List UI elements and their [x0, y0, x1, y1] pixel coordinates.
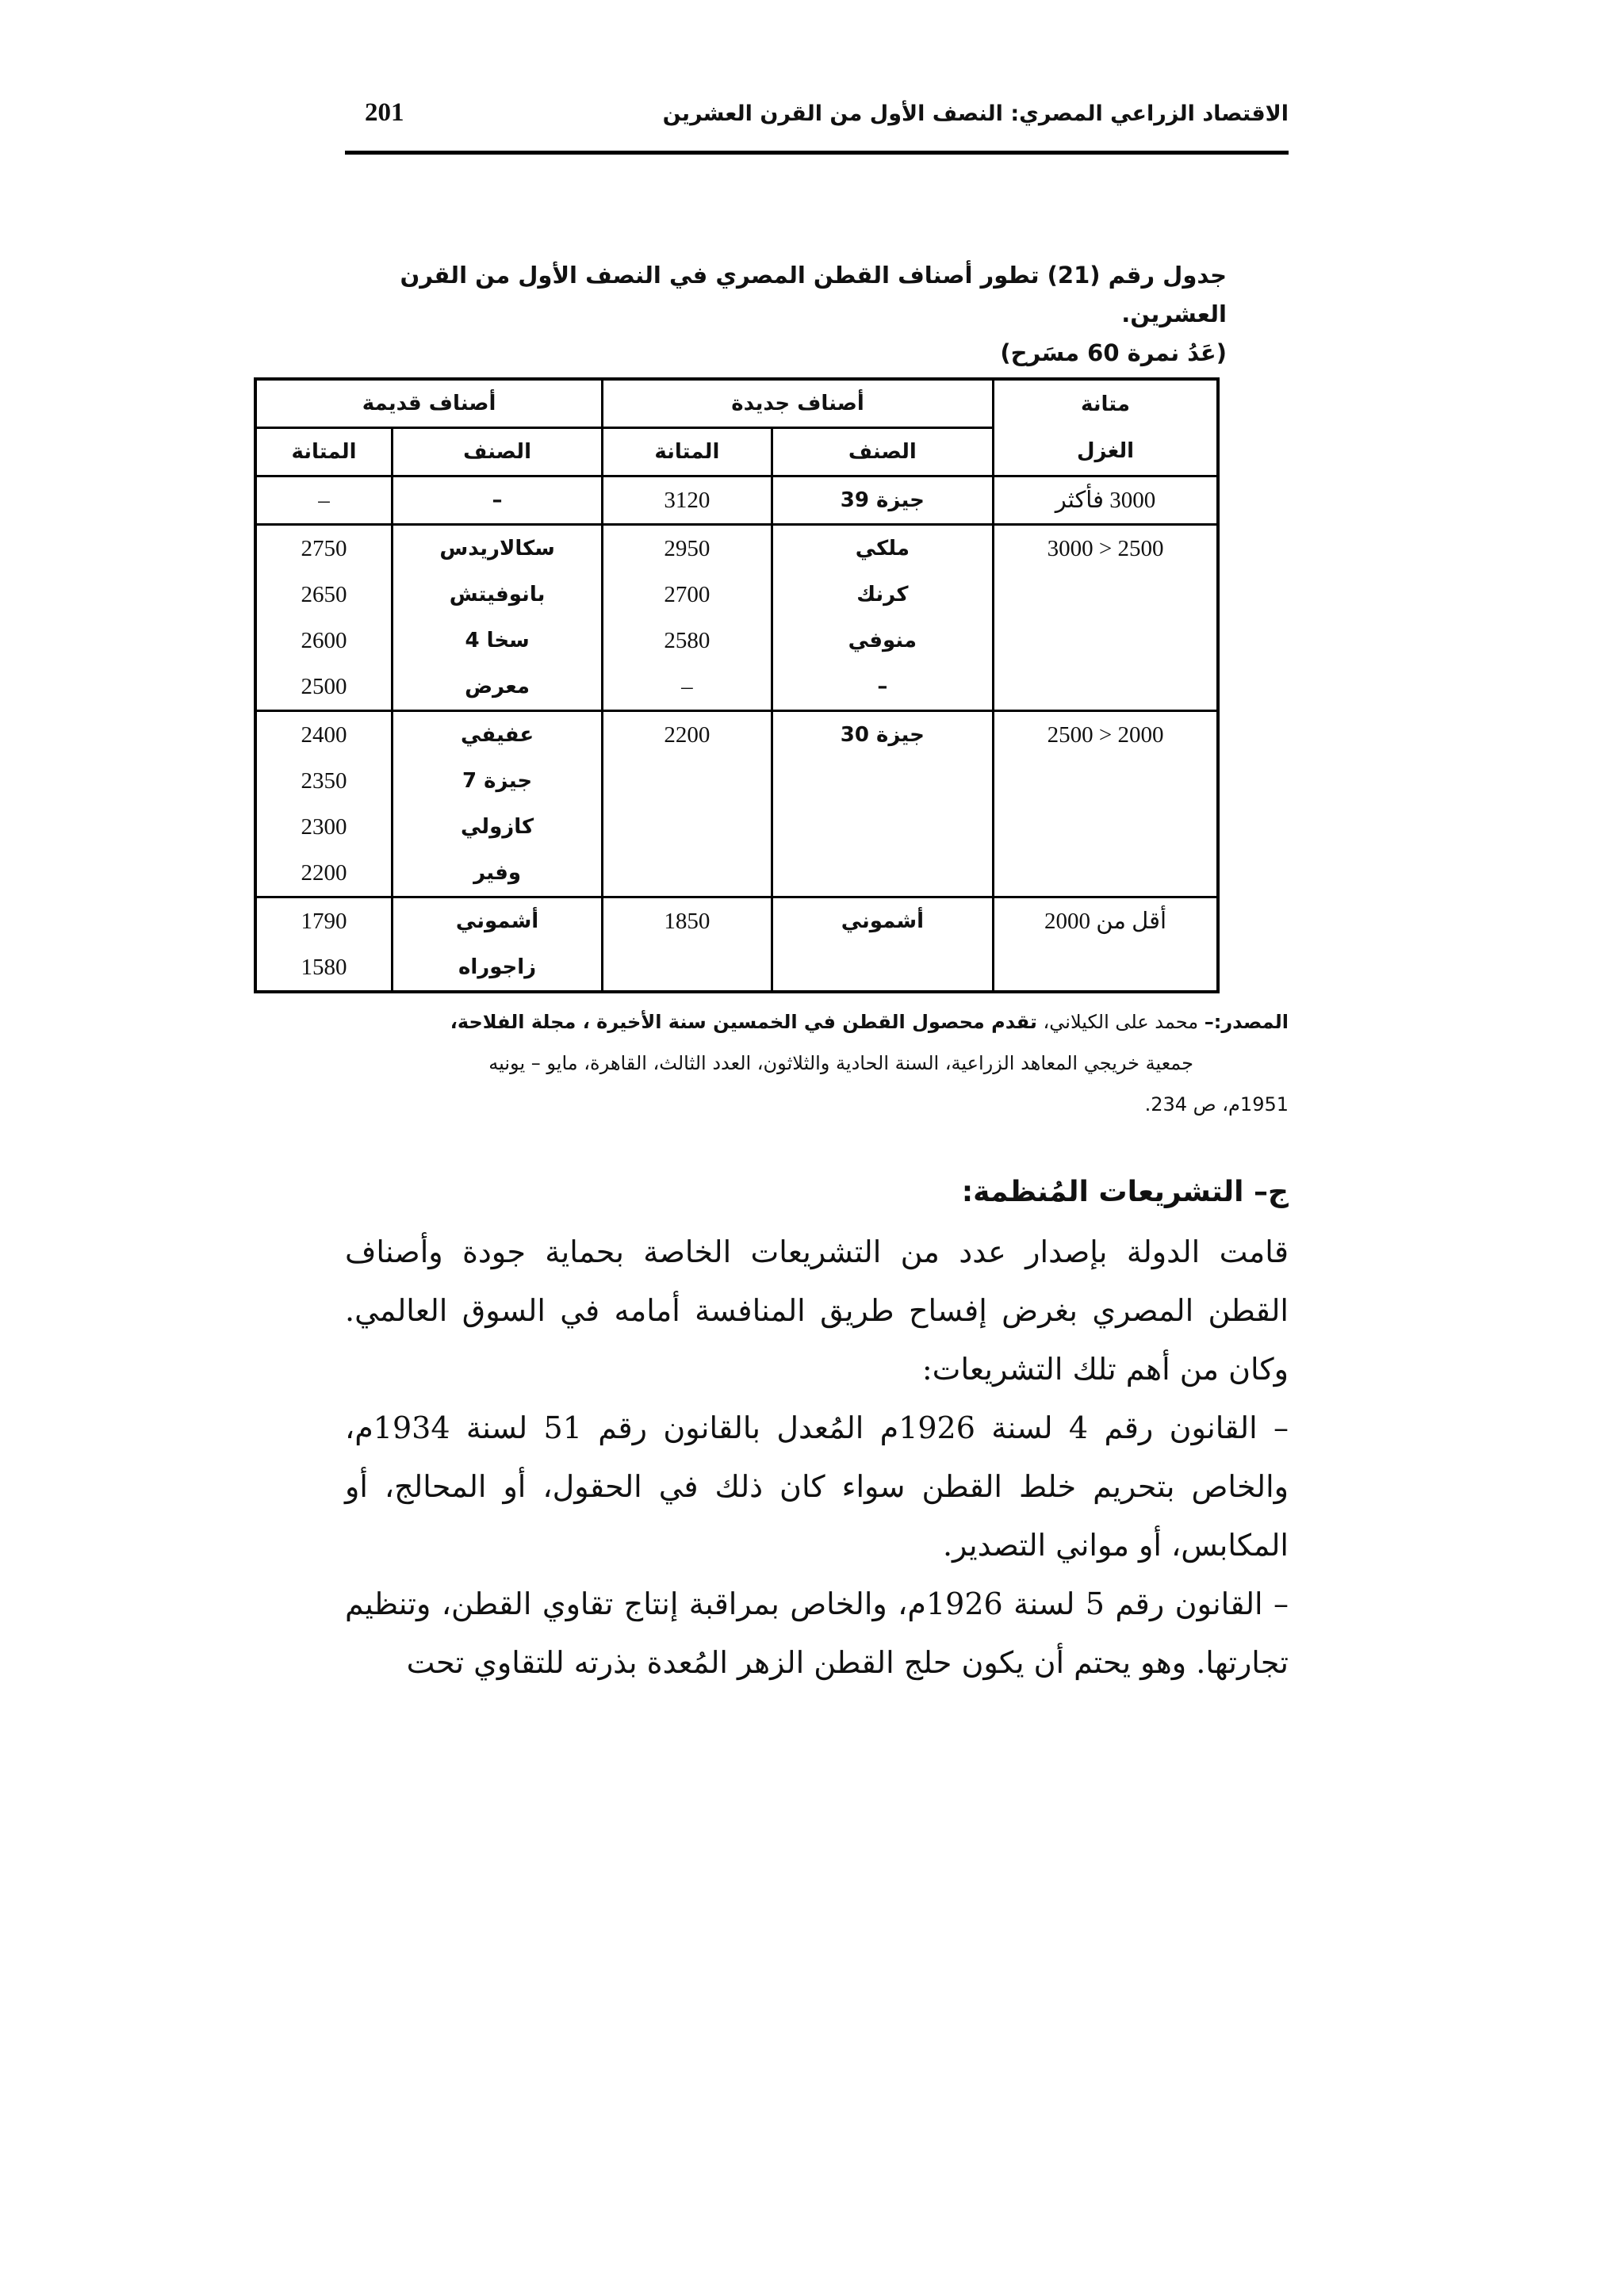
table-subtitle: (عَدُ نمرة 60 مسَرح): [1000, 339, 1227, 366]
strength-group-row: [255, 711, 1218, 897]
strength-range-cell: [994, 525, 1218, 711]
source-note: [345, 1001, 1289, 1125]
old-strength-cell-value: 1790: [301, 909, 347, 934]
strength-range-cell: [994, 711, 1218, 897]
source-work: تقدم محصول القطن في الخمسين سنة الأخيرة ، مجلة الفلاحة،: [450, 1011, 1037, 1033]
old-strength-cell-value: 2650: [301, 582, 347, 607]
new-strength-cell-value: 2950: [664, 536, 710, 561]
old-strength-cell-value: –: [318, 488, 330, 513]
header-old-strength: المتانة: [255, 428, 393, 476]
new-strength-cell: [603, 711, 772, 897]
section-body: [345, 1223, 1289, 1692]
old-variety-cell-value: كازولي: [461, 815, 534, 839]
strength-group-row: [255, 525, 1218, 711]
old-strength-cell-value: 2300: [301, 814, 347, 840]
old-strength-cell: [255, 897, 393, 993]
new-strength-cell: [603, 525, 772, 711]
source-line-2: جمعية خريجي المعاهد الزراعية، السنة الحادية والثلاثون، العدد الثالث، القاهرة، مايو – يونيه: [488, 1052, 1193, 1074]
strength-range-cell-value: 3000 فأكثر: [1055, 488, 1156, 513]
header-new-varieties: أصناف جديدة: [603, 379, 994, 428]
new-strength-cell-value: 1850: [664, 909, 710, 934]
new-variety-cell: [772, 711, 993, 897]
old-variety-cell-value: معرض: [465, 675, 530, 698]
old-strength-cell-value: 1580: [301, 955, 347, 980]
strength-range-cell-value: 2500 < 3000: [1047, 536, 1164, 561]
old-variety-cell: [393, 476, 603, 525]
new-variety-cell-value: كرنك: [856, 583, 909, 607]
old-variety-cell-value: بانوفيتش: [449, 583, 546, 607]
new-strength-cell: [603, 476, 772, 525]
old-variety-cell-value: سكالاريدس: [439, 537, 555, 561]
old-variety-cell: [393, 525, 603, 711]
old-variety-cell-value: سخا 4: [465, 629, 530, 652]
page-number: 201: [365, 98, 404, 127]
paragraph: قامت الدولة بإصدار عدد من التشريعات الخاصة بحماية جودة وأصناف القطن المصري بغرض إفساح طريق المنافسة أمامه في السوق العالمي. وكان من أهم تلك التشريعات:: [345, 1234, 1289, 1387]
old-strength-cell-value: 2750: [301, 536, 347, 561]
cotton-varieties-table: [254, 377, 1220, 993]
new-variety-cell: [772, 476, 993, 525]
paragraph: – القانون رقم 5 لسنة 1926م، والخاص بمراقبة إنتاج تقاوي القطن، وتنظيم تجارتها. وهو يحتم أن يكون حلج القطن الزهر المُعدة بذرته للتقاوي تحت: [345, 1586, 1289, 1680]
new-variety-cell-value: جيزة 39: [840, 488, 925, 512]
new-variety-cell-value: أشموني: [841, 909, 924, 933]
table-title: جدول رقم (21) تطور أصناف القطن المصري في النصف الأول من القرن العشرين.: [400, 262, 1227, 327]
old-variety-cell-value: وفير: [473, 861, 522, 885]
old-strength-cell: [255, 476, 393, 525]
header-new-variety: الصنف: [772, 428, 993, 476]
header-strength-bottom: الغزل: [994, 428, 1218, 476]
new-strength-cell-value: 2700: [664, 582, 710, 607]
source-author: محمد على الكيلاني،: [1043, 1011, 1199, 1033]
source-line-3: 1951م، ص 234.: [1144, 1093, 1289, 1115]
old-variety-cell-value: أشموني: [455, 909, 539, 933]
strength-range-cell: [994, 897, 1218, 993]
new-strength-cell-value: 2200: [664, 722, 710, 748]
new-strength-cell-value: 3120: [664, 488, 710, 513]
header-new-strength: المتانة: [603, 428, 772, 476]
old-strength-cell-value: 2500: [301, 674, 347, 699]
header-old-variety: الصنف: [393, 428, 603, 476]
old-strength-cell-value: 2200: [301, 860, 347, 886]
new-strength-cell: [603, 897, 772, 993]
old-variety-cell-value: زاجوراه: [458, 955, 537, 979]
strength-group-row: [255, 476, 1218, 525]
old-strength-cell-value: 2400: [301, 722, 347, 748]
table-caption: [345, 256, 1227, 373]
running-title: الاقتصاد الزراعي المصري: النصف الأول من القرن العشرين: [662, 101, 1289, 126]
old-strength-cell-value: 2600: [301, 628, 347, 653]
old-variety-cell: [393, 711, 603, 897]
strength-range-cell-value: أقل من 2000: [1044, 909, 1167, 934]
new-variety-cell-value: ملكي: [855, 537, 910, 561]
old-variety-cell-value: جيزة 7: [462, 769, 533, 793]
old-strength-cell-value: 2350: [301, 768, 347, 794]
new-variety-cell-value: جيزة 30: [840, 723, 925, 747]
old-variety-cell-value: عفيفي: [461, 723, 534, 747]
source-label: المصدر:–: [1204, 1011, 1289, 1033]
strength-range-cell: [994, 476, 1218, 525]
page: [291, 95, 1289, 2236]
old-variety-cell: [393, 897, 603, 993]
new-variety-cell-value: –: [877, 675, 888, 698]
new-variety-cell: [772, 897, 993, 993]
old-strength-cell: [255, 525, 393, 711]
header-strength-top: متانة: [994, 379, 1218, 428]
new-variety-cell: [772, 525, 993, 711]
old-variety-cell-value: –: [492, 488, 503, 512]
paragraph: – القانون رقم 4 لسنة 1926م المُعدل بالقانون رقم 51 لسنة 1934م، والخاص بتحريم خلط القطن سواء كان ذلك في الحقول، أو المحالج، أو المكابس، أو مواني التصدير.: [345, 1410, 1289, 1563]
old-strength-cell: [255, 711, 393, 897]
new-strength-cell-value: –: [681, 674, 693, 699]
new-variety-cell-value: منوفي: [848, 629, 917, 652]
header-old-varieties: أصناف قديمة: [255, 379, 603, 428]
section-heading: ج– التشريعات المُنظمة:: [961, 1176, 1289, 1208]
page-header: [345, 95, 1289, 155]
new-strength-cell-value: 2580: [664, 628, 710, 653]
strength-range-cell-value: 2000 < 2500: [1047, 722, 1164, 748]
strength-group-row: [255, 897, 1218, 993]
